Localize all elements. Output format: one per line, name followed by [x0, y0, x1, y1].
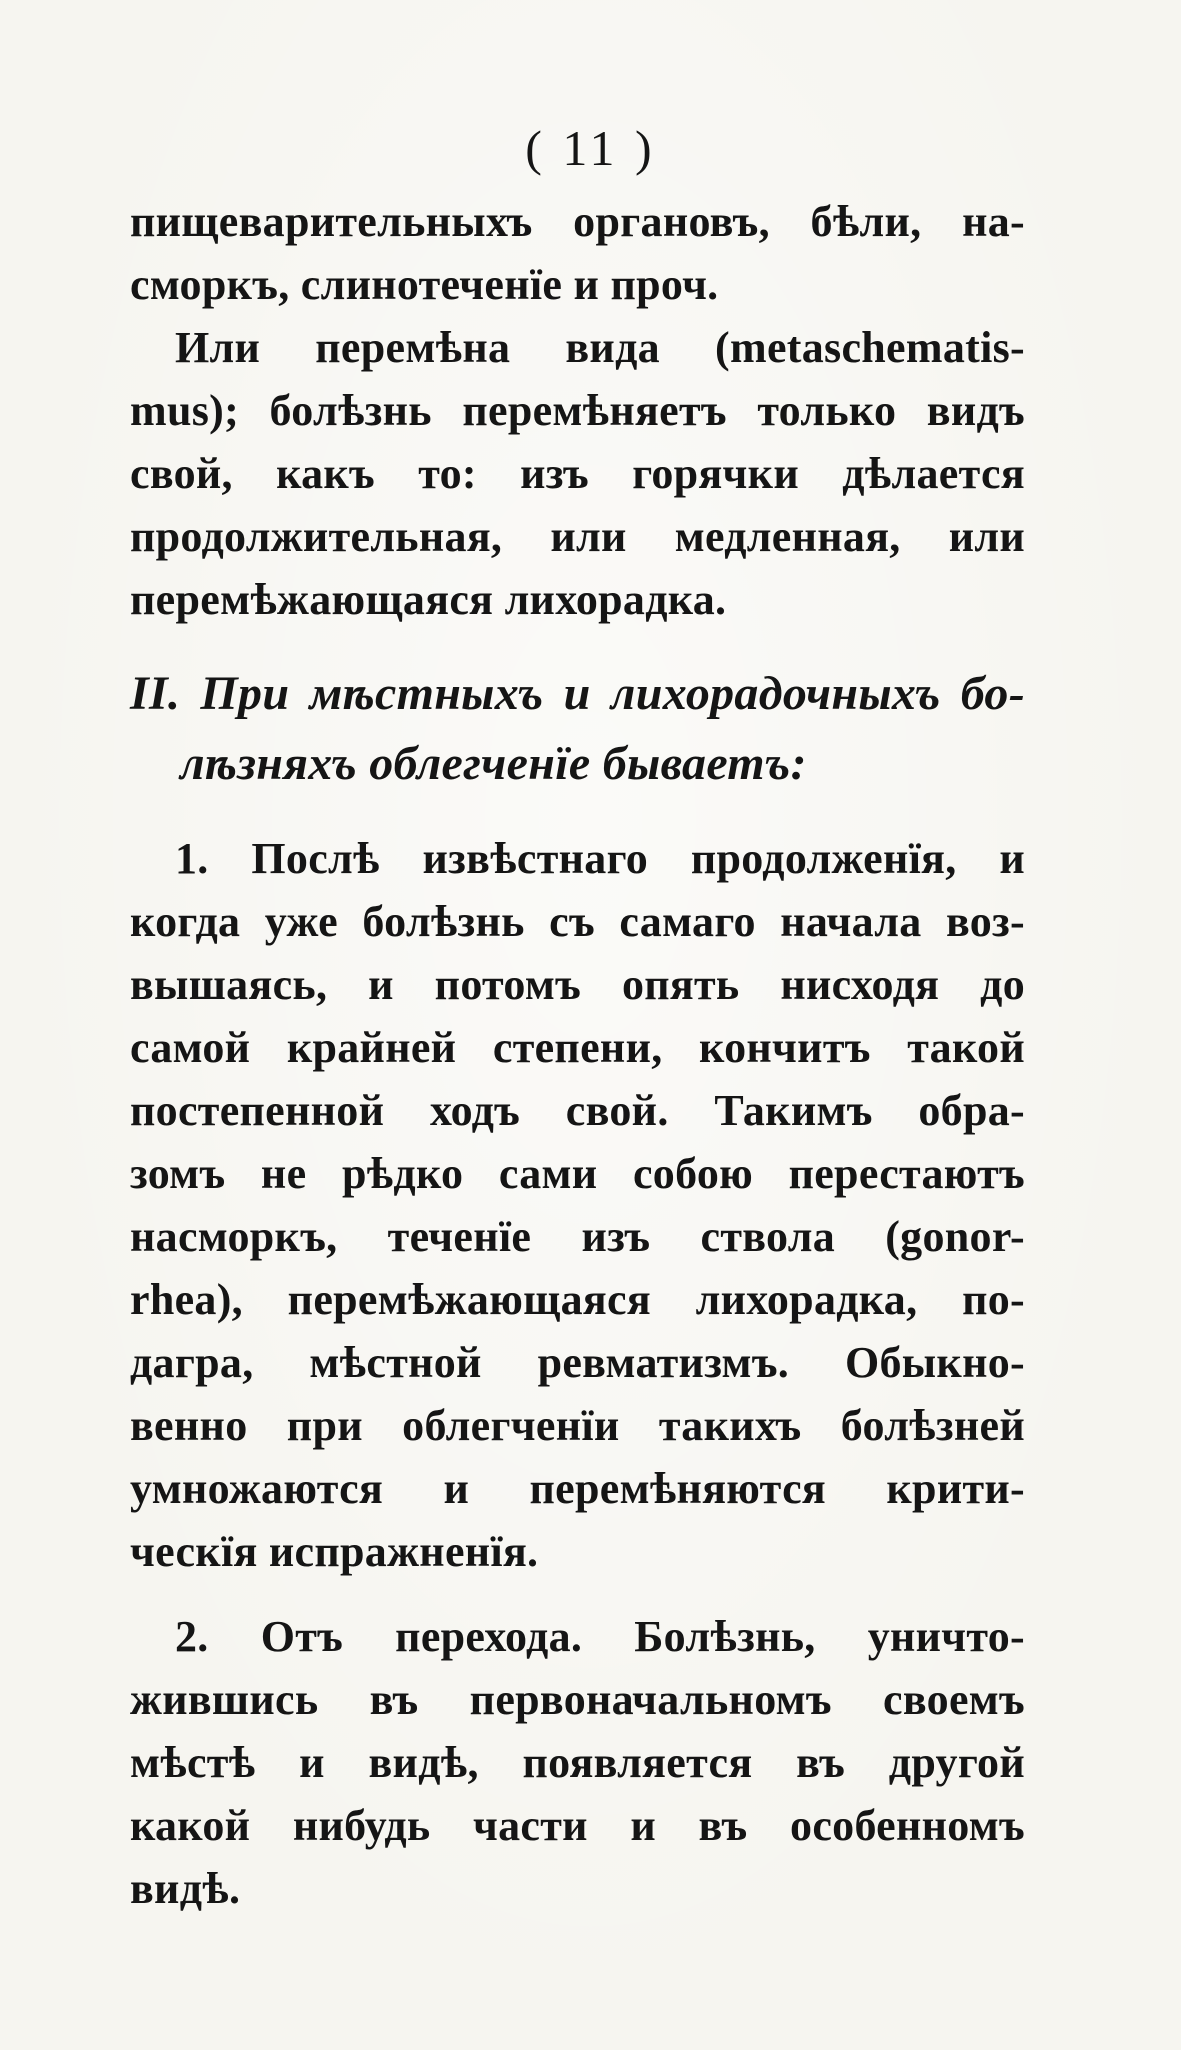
text-line: самой крайней степени, кончитъ такой	[130, 1023, 1025, 1072]
text-line: зомъ не рѣдко сами собою перестаютъ	[130, 1149, 1025, 1198]
numbered-item-1	[130, 827, 1025, 1583]
text-line: 1. Послѣ извѣстнаго продолженїя, и	[175, 834, 1025, 883]
text-line: сморкъ, слинотеченїе и проч.	[130, 260, 719, 309]
section-heading	[130, 659, 1025, 799]
text-line: видѣ.	[130, 1864, 241, 1913]
text-line: постепенной ходъ свой. Такимъ обра-	[130, 1086, 1025, 1135]
page-number: ( 11 )	[525, 120, 656, 176]
text-line: дагра, мѣстной ревматизмъ. Обыкно-	[130, 1338, 1025, 1387]
text-line: rhea), перемѣжающаяся лихорадка, по-	[130, 1275, 1025, 1324]
heading-line: II. При мѣстныхъ и лихорадочныхъ бо-	[130, 667, 1025, 720]
text-line: мѣстѣ и видѣ, появляется въ другой	[130, 1738, 1025, 1787]
text-line: продолжительная, или медленная, или	[130, 512, 1025, 561]
numbered-item-2	[130, 1605, 1025, 1920]
text-line: когда уже болѣзнь съ самаго начала воз-	[130, 897, 1025, 946]
paragraph-metaschematismus	[130, 316, 1025, 631]
text-line: Или перемѣна вида (metaschematis-	[175, 323, 1025, 372]
heading-line: лѣзняхъ облегченїе бываетъ:	[180, 737, 807, 790]
paragraph-continuation	[130, 190, 1025, 316]
paragraph-gap	[130, 1583, 1025, 1605]
text-line: mus); болѣзнь перемѣняетъ только видъ	[130, 386, 1025, 435]
text-line: перемѣжающаяся лихорадка.	[130, 575, 727, 624]
text-line: свой, какъ то: изъ горячки дѣлается	[130, 449, 1025, 498]
text-line: вышаясь, и потомъ опять нисходя до	[130, 960, 1025, 1009]
text-line: ческїя испражненїя.	[130, 1527, 539, 1576]
text-line: 2. Отъ перехода. Болѣзнь, уничто-	[175, 1612, 1025, 1661]
body-text	[130, 190, 1025, 1920]
text-line: пищеварительныхъ органовъ, бѣли, на-	[130, 197, 1025, 246]
text-line: умножаются и перемѣняются крити-	[130, 1464, 1025, 1513]
text-line: какой нибудь части и въ особенномъ	[130, 1801, 1025, 1850]
text-line: венно при облегченїи такихъ болѣзней	[130, 1401, 1025, 1450]
text-line: жившись въ первоначальномъ своемъ	[130, 1675, 1025, 1724]
text-line: насморкъ, теченїе изъ ствола (gonor-	[130, 1212, 1025, 1261]
